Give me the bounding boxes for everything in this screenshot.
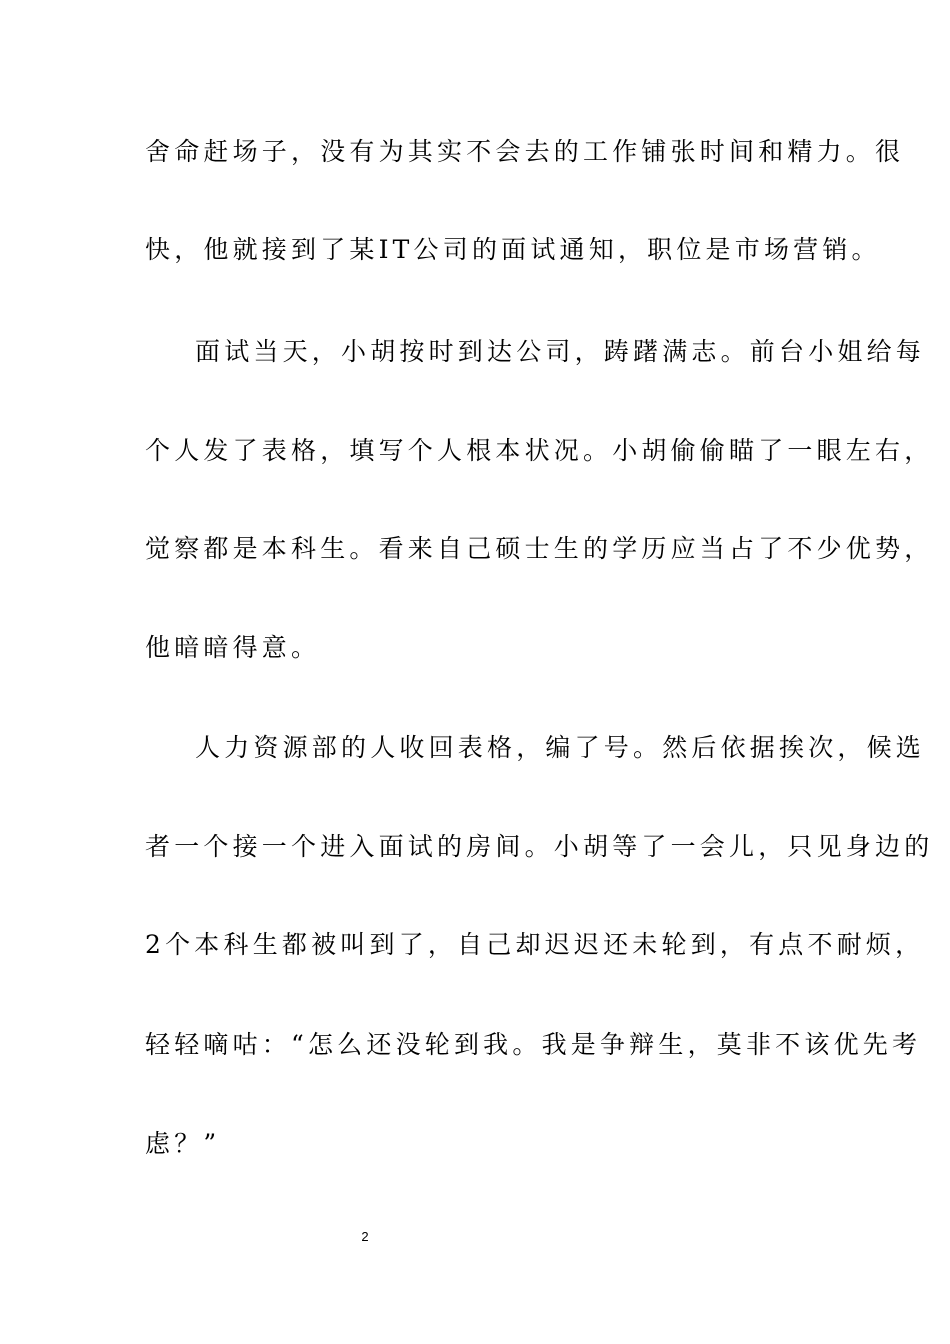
paragraph-first-line: 人力资源部的人收回表格，编了号。然后依据挨次，候选 bbox=[195, 733, 926, 762]
text-line: 者一个接一个进入面试的房间。小胡等了一会儿，只见身边的 bbox=[145, 832, 934, 861]
text-line: 快，他就接到了某IT公司的面试通知，职位是市场营销。 bbox=[145, 235, 881, 264]
text-line: 轻轻嘀咕：“怎么还没轮到我。我是争辩生，莫非不该优先考 bbox=[145, 1030, 922, 1059]
text-line: 个人发了表格，填写个人根本状况。小胡偷偷瞄了一眼左右， bbox=[145, 436, 934, 465]
text-line: 2个本科生都被叫到了，自己却迟迟还未轮到，有点不耐烦， bbox=[145, 930, 925, 959]
text-line: 觉察都是本科生。看来自己硕士生的学历应当占了不少优势， bbox=[145, 534, 934, 563]
paragraph-first-line: 面试当天，小胡按时到达公司，踌躇满志。前台小姐给每 bbox=[195, 337, 926, 366]
page-number: 2 bbox=[361, 1229, 369, 1244]
text-line: 虑？” bbox=[145, 1129, 221, 1158]
text-line: 舍命赶场子，没有为其实不会去的工作铺张时间和精力。很 bbox=[145, 137, 905, 166]
text-line: 他暗暗得意。 bbox=[145, 633, 321, 662]
